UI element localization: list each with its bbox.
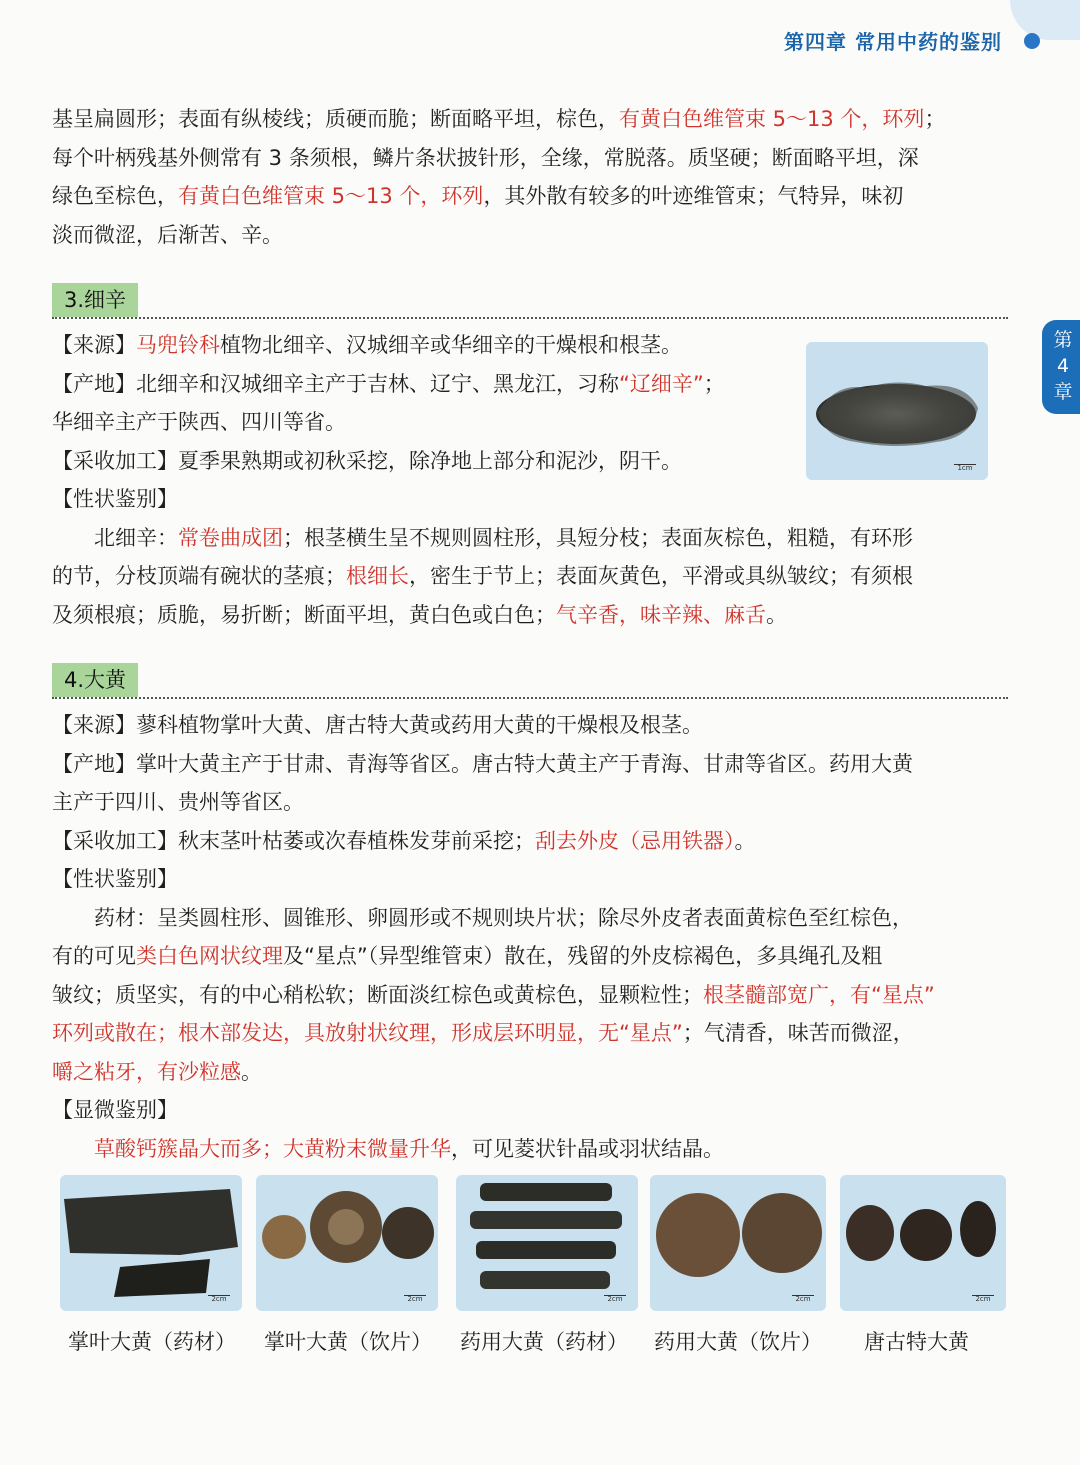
photo-caption-1: 掌叶大黄（药材） — [68, 1330, 236, 1354]
body-text: 。 — [734, 828, 756, 853]
highlight-text: 气辛香，味辛辣、麻舌 — [556, 602, 766, 627]
section-4-label: 4.大黄 — [52, 663, 138, 697]
highlight-text: 根细长 — [346, 564, 409, 588]
rhubarb-round-slices-image — [650, 1175, 826, 1311]
body-text: 及“星点”（异型维管束）散在，残留的外皮棕褐色，多具绳孔及粗 — [283, 944, 883, 968]
side-tab-char: 章 — [1053, 381, 1073, 403]
scale-bar: 2cm — [972, 1295, 994, 1301]
text-line — [52, 976, 1012, 1015]
body-text: 植物北细辛、汉城细辛或华细辛的干燥根和根茎。 — [220, 333, 682, 357]
body-text: 【产地】掌叶大黄主产于甘肃、青海等省区。唐古特大黄主产于青海、甘肃等省区。药用大黄 — [52, 751, 913, 776]
body-text: 【采收加工】夏季果熟期或初秋采挖，除净地上部分和泥沙，阴干。 — [52, 448, 682, 473]
text-line — [52, 899, 1012, 938]
section-4-header — [52, 663, 1008, 699]
text-line — [52, 1130, 1012, 1169]
section-4-body — [52, 706, 1012, 1168]
body-text: ，可见菱状针晶或羽状结晶。 — [451, 1136, 724, 1161]
rhubarb-photo-1 — [60, 1175, 242, 1311]
body-text: ，其外散有较多的叶迹维管束；气特异，味初 — [483, 184, 904, 208]
body-text: ； — [924, 107, 946, 131]
tangut-rhubarb-image — [840, 1175, 1006, 1311]
highlight-text: 常卷曲成团 — [178, 525, 283, 550]
body-text: 有的可见 — [52, 944, 136, 968]
body-text: ； — [703, 371, 725, 396]
text-line — [52, 365, 802, 404]
text-line — [52, 100, 1012, 139]
text-line — [52, 745, 1012, 784]
highlight-text: 刮去外皮（忌用铁器） — [535, 828, 735, 853]
highlight-text: 根茎髓部宽广，有“星点” — [703, 982, 935, 1007]
text-line — [52, 480, 802, 519]
side-tab-char: 4 — [1056, 355, 1070, 377]
text-line — [52, 403, 802, 442]
rhubarb-photo-row — [60, 1175, 1006, 1315]
rhubarb-photo-4 — [650, 1175, 826, 1311]
text-line — [52, 706, 1012, 745]
rhubarb-photo-5 — [840, 1175, 1006, 1311]
body-text: 【采收加工】秋末茎叶枯萎或次春植株发芽前采挖； — [52, 828, 535, 853]
body-text: 【显微鉴别】 — [52, 1098, 178, 1122]
rhubarb-slices-image — [256, 1175, 438, 1311]
body-text: 及须根痕；质脆，易折断；断面平坦，黄白色或白色； — [52, 602, 556, 627]
body-text: 【产地】北细辛和汉城细辛主产于吉林、辽宁、黑龙江，习称 — [52, 371, 619, 396]
asarum-photo — [806, 342, 988, 480]
highlight-text: 马兜铃科 — [136, 333, 220, 357]
highlight-text: 类白色网状纹理 — [136, 944, 283, 968]
text-line — [52, 1091, 1012, 1130]
body-text: 淡而微涩，后渐苦、辛。 — [52, 222, 283, 247]
highlight-text: 环列或散在；根木部发达，具放射状纹理，形成层环明显，无“星点” — [52, 1021, 683, 1045]
scale-bar: 2cm — [404, 1295, 426, 1301]
body-text: 。 — [241, 1059, 262, 1084]
text-line — [52, 937, 1012, 976]
text-line — [52, 139, 1012, 178]
highlight-text: 有黄白色维管束 5～13 个，环列 — [178, 184, 484, 208]
asarum-root-image — [806, 342, 988, 480]
body-text: 每个叶柄残基外侧常有 3 条须根，鳞片条状披针形，全缘，常脱落。质坚硬；断面略平坦，深 — [52, 145, 919, 170]
text-line — [52, 557, 913, 596]
body-text: 华细辛主产于陕西、四川等省。 — [52, 410, 346, 434]
body-text: 北细辛： — [52, 525, 178, 550]
body-text: 的节，分枝顶端有碗状的茎痕； — [52, 564, 346, 588]
text-line — [52, 596, 802, 635]
rhubarb-photo-3 — [456, 1175, 638, 1311]
photo-caption-5: 唐古特大黄 — [864, 1330, 969, 1354]
text-line — [52, 860, 1012, 899]
body-text: 【来源】 — [52, 333, 136, 357]
body-text: 【来源】蓼科植物掌叶大黄、唐古特大黄或药用大黄的干燥根及根茎。 — [52, 713, 703, 737]
text-line — [52, 326, 802, 365]
text-line — [52, 442, 802, 481]
highlight-text: 有黄白色维管束 5～13 个，环列 — [619, 107, 925, 131]
photo-caption-2: 掌叶大黄（饮片） — [264, 1330, 432, 1354]
section-3-label: 3.细辛 — [52, 283, 138, 317]
chapter-dot-icon — [1024, 33, 1040, 49]
body-text: ；根茎横生呈不规则圆柱形，具短分枝；表面灰棕色，粗糙，有环形 — [283, 525, 913, 550]
body-text: 。 — [766, 602, 787, 627]
text-line — [52, 1014, 1012, 1053]
section-3-body — [52, 326, 913, 634]
body-text: 【性状鉴别】 — [52, 867, 178, 891]
text-line — [52, 822, 1012, 861]
rhubarb-piece-image — [60, 1175, 242, 1311]
chapter-title: 第四章 常用中药的鉴别 — [784, 30, 1002, 54]
scale-bar: 2cm — [604, 1295, 626, 1301]
highlight-text: “辽细辛” — [619, 371, 704, 396]
body-text: 【性状鉴别】 — [52, 487, 178, 511]
text-line — [52, 519, 913, 558]
text-line — [52, 783, 1012, 822]
photo-caption-4: 药用大黄（饮片） — [654, 1330, 822, 1354]
body-text — [52, 1137, 94, 1161]
rhubarb-photo-2 — [256, 1175, 438, 1311]
highlight-text: 嚼之粘牙，有沙粒感 — [52, 1059, 241, 1084]
chapter-side-tab[interactable] — [1042, 320, 1080, 414]
text-line — [52, 1053, 1012, 1092]
highlight-text: 草酸钙簇晶大而多；大黄粉末微量升华 — [94, 1136, 451, 1161]
text-line — [52, 216, 1012, 255]
body-text: 药材：呈类圆柱形、圆锥形、卵圆形或不规则块片状；除尽外皮者表面黄棕色至红棕色， — [52, 905, 913, 930]
text-line — [52, 177, 1012, 216]
asarum-scale-bar: 1cm — [954, 464, 976, 470]
section-3-header — [52, 283, 1008, 319]
intro-paragraph — [52, 100, 1012, 254]
body-text: 皱纹；质坚实，有的中心稍松软；断面淡红棕色或黄棕色，显颗粒性； — [52, 982, 703, 1007]
body-text: 主产于四川、贵州等省区。 — [52, 790, 304, 814]
scale-bar: 2cm — [792, 1295, 814, 1301]
rhubarb-sticks-image — [456, 1175, 638, 1311]
photo-caption-3: 药用大黄（药材） — [460, 1330, 628, 1354]
body-text: 绿色至棕色， — [52, 184, 178, 208]
scale-bar: 2cm — [208, 1295, 230, 1301]
header-bubble — [1010, 0, 1080, 40]
body-text: 基呈扁圆形；表面有纵棱线；质硬而脆；断面略平坦，棕色， — [52, 107, 619, 131]
side-tab-char: 第 — [1053, 329, 1073, 351]
body-text: ，密生于节上；表面灰黄色，平滑或具纵皱纹；有须根 — [409, 564, 913, 588]
body-text: ；气清香，味苦而微涩， — [682, 1021, 914, 1045]
